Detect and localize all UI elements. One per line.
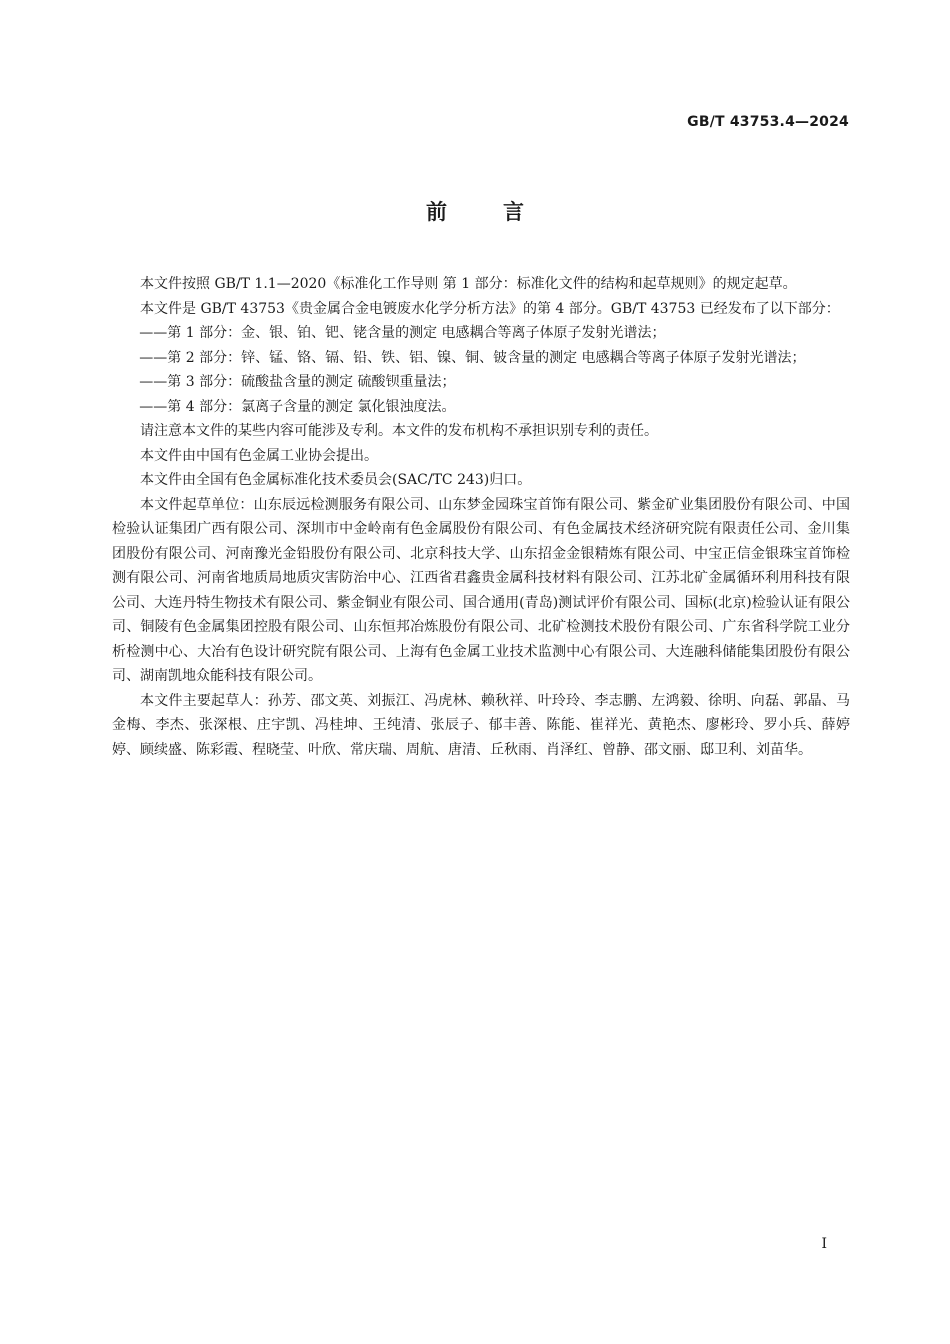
standard-number: GB/T 43753.4—2024 bbox=[687, 114, 849, 130]
drafting-rules-paragraph: 本文件按照 GB/T 1.1—2020《标准化工作导则 第 1 部分：标准化文件的结构和起草规则》的规定起草。 bbox=[140, 276, 797, 292]
managed-by-paragraph: 本文件由全国有色金属标准化技术委员会(SAC/TC 243)归口。 bbox=[140, 472, 532, 488]
series-intro-paragraph: 本文件是 GB/T 43753《贵金属合金电镀废水化学分析方法》的第 4 部分。GB/T 43753 已经发布了以下部分： bbox=[140, 300, 840, 317]
proposed-by-paragraph: 本文件由中国有色金属工业协会提出。 bbox=[140, 447, 378, 464]
page-number: I bbox=[821, 1236, 827, 1252]
page-title: 前言 bbox=[426, 200, 580, 224]
list-item: ——第 1 部分：金、银、铂、钯、铑含量的测定 电感耦合等离子体原子发射光谱法； bbox=[139, 325, 666, 341]
parts-list bbox=[112, 321, 850, 419]
drafting-units-paragraph: 本文件起草单位：山东辰远检测服务有限公司、山东梦金园珠宝首饰有限公司、紫金矿业集团股份有限公司、中国检验认证集团广西有限公司、深圳市中金岭南有色金属股份有限公司、有色金属技术经济研究院有限责任公司、金川集团股份有限公司、河南豫光金铅股份有限公司、北京科技大学、山东招金金银精炼有限公司、中宝正信金银珠宝首饰检测有限公司、河南省地质局地质灾害防治中心、江西省君鑫贵金属科技材料有限公司、江苏北矿金属循环利用科技有限公司、大连丹特生物技术有限公司、紫金铜业有限公司、国合通用(青岛)测试评价有限公司、国标(北京)检验认证有限公司、铜陵有色金属集团控股有限公司、山东恒邦冶炼股份有限公司、北矿检测技术股份有限公司、广东省科学院工业分析检测中心、大冶有色设计研究院有限公司、上海有色金属工业技术监测中心有限公司、大连融科储能集团股份有限公司、湖南凯地众能科技有限公司。 bbox=[112, 496, 850, 684]
list-item: ——第 2 部分：锌、锰、铬、镉、铅、铁、铝、镍、铜、铍含量的测定 电感耦合等离子体原子发射光谱法； bbox=[139, 349, 806, 366]
drafters-paragraph: 本文件主要起草人：孙芳、邵文英、刘振江、冯虎林、赖秋祥、叶玲玲、李志鹏、左鸿毅、徐明、向磊、郭晶、马金梅、李杰、张深根、庄宇凯、冯桂坤、王纯清、张辰子、郁丰善、陈能、崔祥光、黄艳杰、廖彬玲、罗小兵、薛婷婷、顾续盛、陈彩霞、程晓莹、叶欣、常庆瑞、周航、唐清、丘秋雨、肖泽红、曾静、邵文丽、邸卫利、刘苗华。 bbox=[112, 692, 850, 758]
list-item: ——第 4 部分：氯离子含量的测定 氯化银浊度法。 bbox=[139, 398, 456, 415]
patent-notice-paragraph: 请注意本文件的某些内容可能涉及专利。本文件的发布机构不承担识别专利的责任。 bbox=[140, 423, 658, 439]
document-body bbox=[112, 272, 850, 762]
list-item: ——第 3 部分：硫酸盐含量的测定 硫酸钡重量法； bbox=[139, 374, 456, 390]
